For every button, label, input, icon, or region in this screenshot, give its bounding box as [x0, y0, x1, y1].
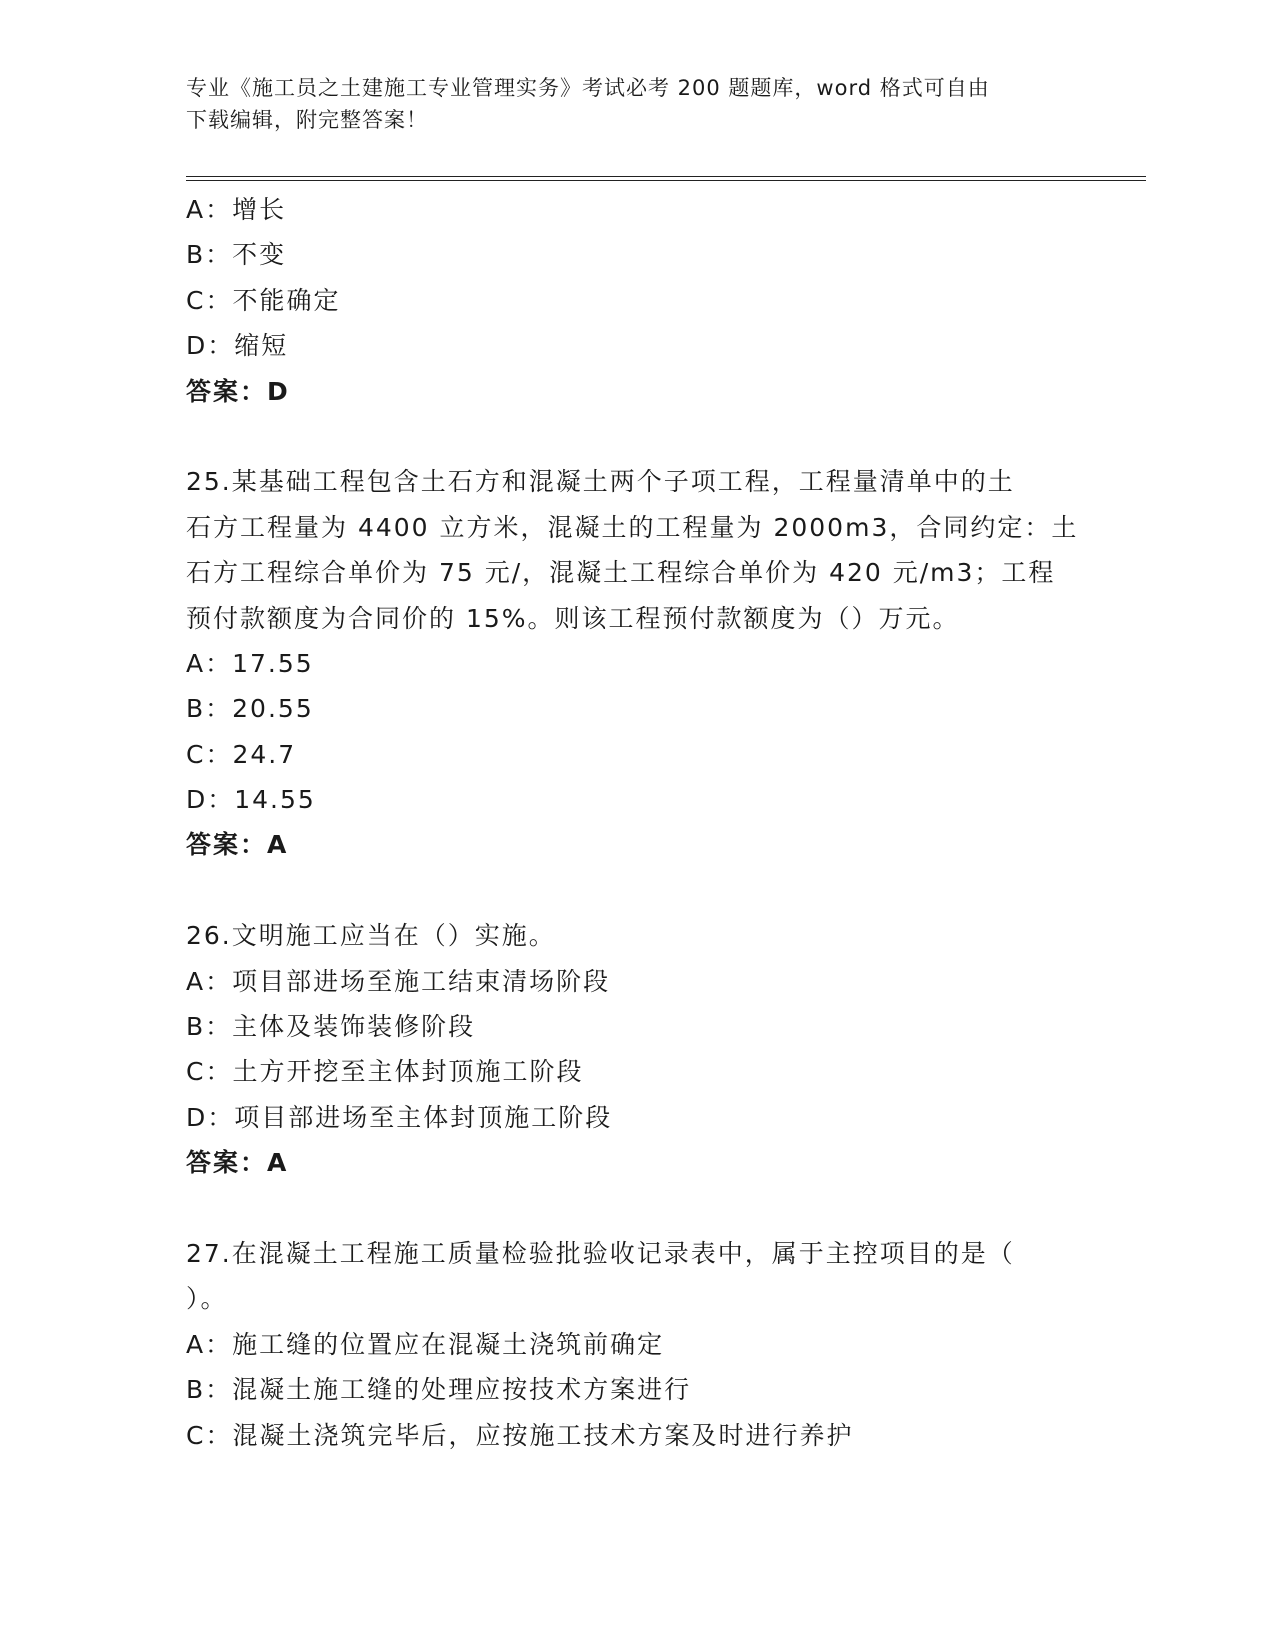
header-line-1: 专业《施工员之土建施工专业管理实务》考试必考 200 题题库，word 格式可自由	[186, 76, 990, 100]
question-text	[186, 459, 1079, 641]
document-header	[186, 72, 1056, 136]
spacer	[186, 1186, 1086, 1231]
question-line: 石方工程综合单价为 75 元/，混凝土工程综合单价为 420 元/m3；工程	[186, 558, 1056, 588]
option-d: D：14.55	[186, 785, 316, 815]
answer: 答案：A	[186, 1148, 289, 1178]
spacer	[186, 414, 1086, 459]
option-b: B：混凝土施工缝的处理应按技术方案进行	[186, 1375, 692, 1405]
spacer	[186, 868, 1086, 913]
header-line-2: 下载编辑，附完整答案！	[186, 108, 428, 132]
question-line: 27.在混凝土工程施工质量检验批验收记录表中，属于主控项目的是（	[186, 1238, 1015, 1268]
answer: 答案：D	[186, 376, 290, 406]
option-c: C：土方开挖至主体封顶施工阶段	[186, 1057, 584, 1087]
question-25	[186, 459, 1086, 868]
option-a: A：项目部进场至施工结束清场阶段	[186, 966, 611, 996]
question-27	[186, 1231, 1086, 1458]
option-b: B：不变	[186, 240, 287, 270]
option-d: D：项目部进场至主体封顶施工阶段	[186, 1102, 613, 1132]
question-line: ）。	[186, 1284, 228, 1314]
option-c: C：不能确定	[186, 285, 341, 315]
option-b: B：20.55	[186, 694, 314, 724]
question-line: 石方工程量为 4400 立方米，混凝土的工程量为 2000m3，合同约定：土	[186, 512, 1079, 542]
question-line: 25.某基础工程包含土石方和混凝土两个子项工程，工程量清单中的土	[186, 467, 1015, 497]
option-a: A：施工缝的位置应在混凝土浇筑前确定	[186, 1329, 665, 1359]
option-b: B：主体及装饰装修阶段	[186, 1012, 476, 1042]
question-24	[186, 187, 1086, 414]
question-line: 26.文明施工应当在（）实施。	[186, 921, 556, 951]
question-text	[186, 913, 1066, 958]
question-line: 预付款额度为合同价的 15%。则该工程预付款额度为（）万元。	[186, 603, 960, 633]
option-c: C：24.7	[186, 739, 297, 769]
option-a: A：增长	[186, 195, 287, 224]
question-list	[186, 187, 1086, 1458]
option-c: C：混凝土浇筑完毕后，应按施工技术方案及时进行养护	[186, 1420, 854, 1450]
option-a: A：17.55	[186, 648, 314, 678]
answer: 答案：A	[186, 830, 289, 860]
header-divider	[186, 176, 1146, 181]
option-d: D：缩短	[186, 331, 289, 361]
question-26	[186, 913, 1086, 1185]
question-text	[186, 1231, 1066, 1322]
